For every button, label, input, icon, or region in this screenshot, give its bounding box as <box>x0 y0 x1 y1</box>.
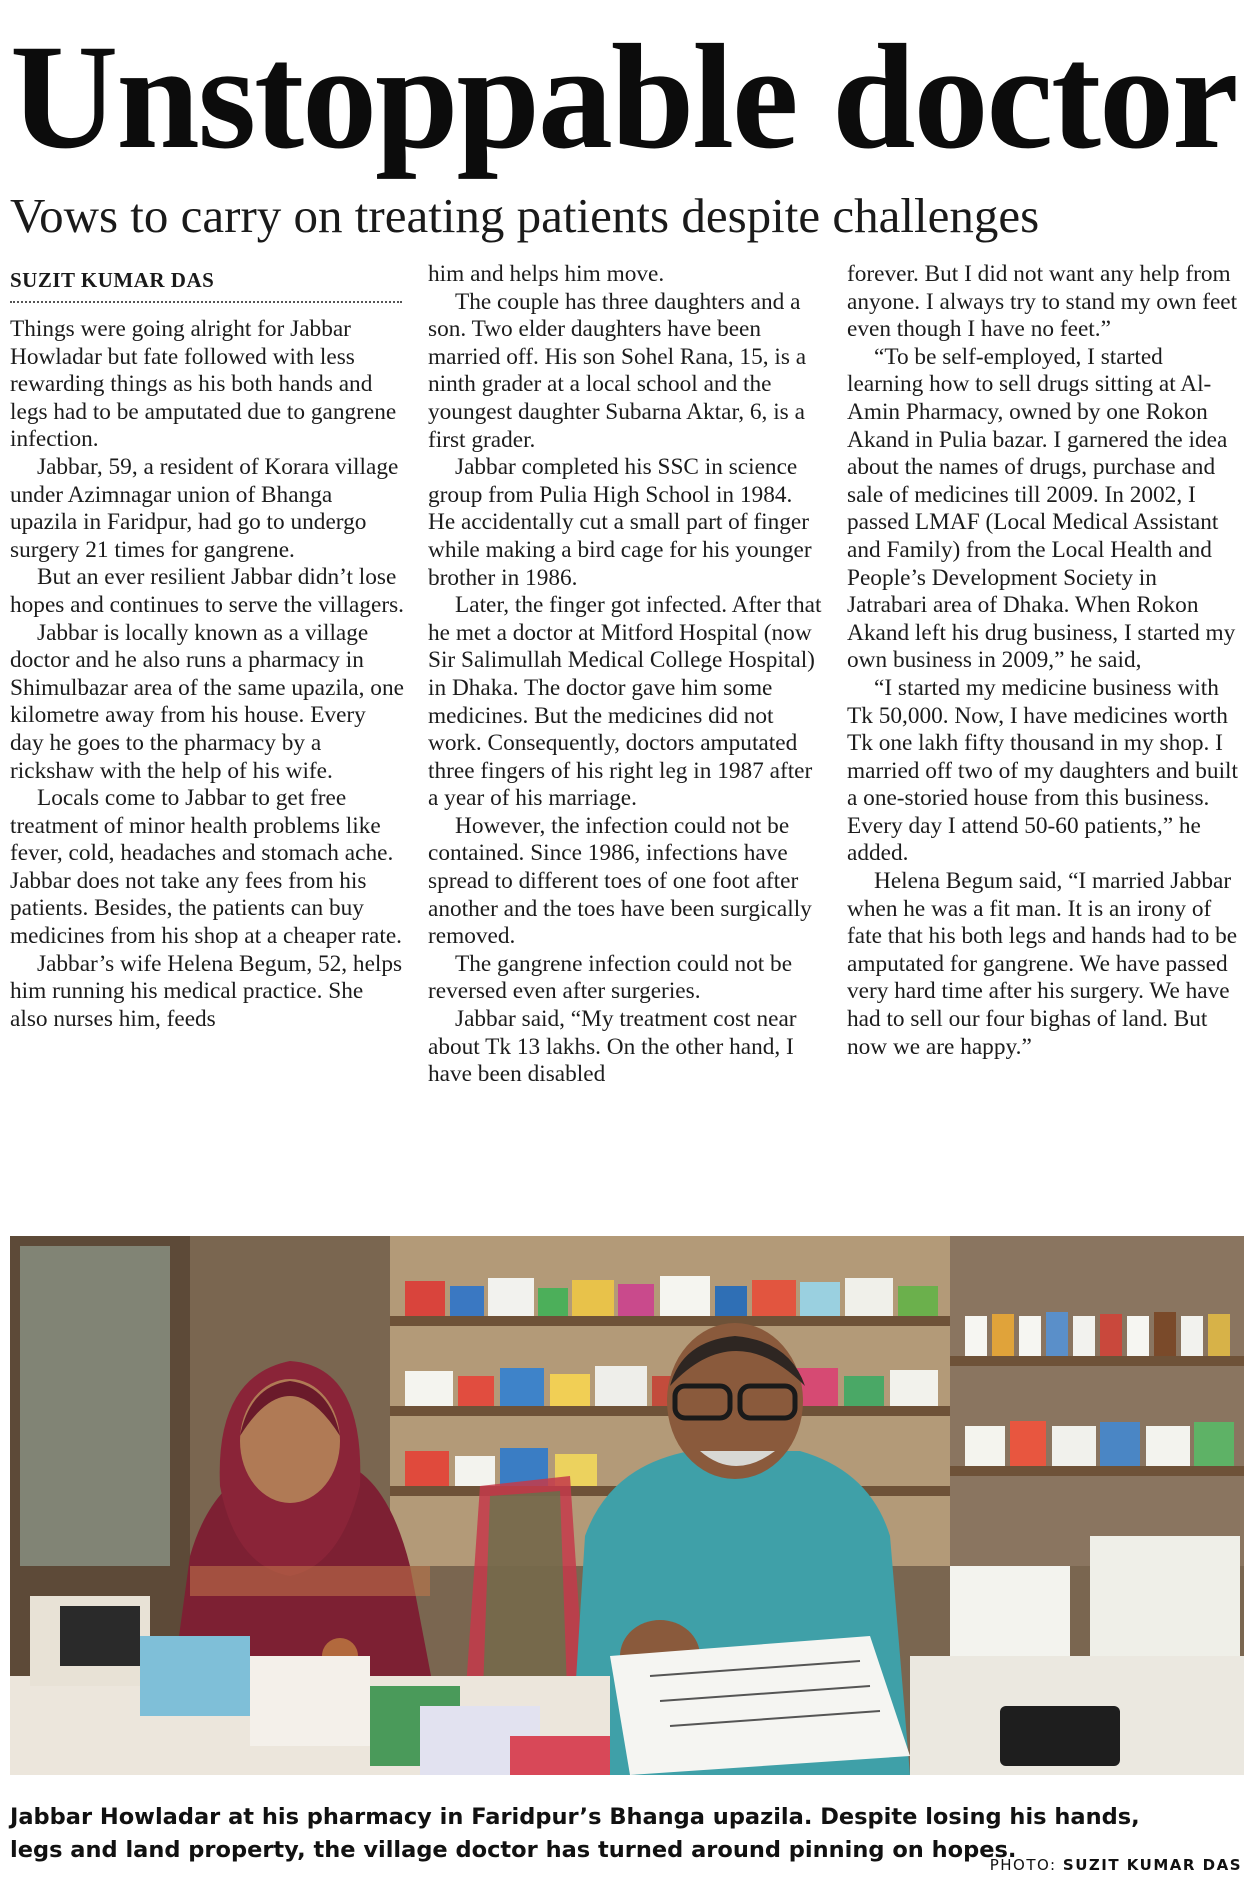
article-column-2 <box>428 261 822 1089</box>
subheadline: Vows to carry on treating patients despite challenges <box>10 188 1040 243</box>
photo-credit <box>990 1856 1242 1874</box>
paragraph: Jabbar completed his SSC in science group from Pulia High School in 1984. He accidentally cut a small part of finger while making a bird cage for his younger brother in 1986. <box>428 454 812 591</box>
byline-divider <box>10 301 402 303</box>
paragraph: But an ever resilient Jabbar didn’t lose hopes and continues to serve the villagers. <box>10 564 404 618</box>
paragraph: “I started my medicine business with Tk 50,000. Now, I have medicines worth Tk one lakh fifty thousand in my shop. I married off two of my daughters and built a one-storied house from this business. Every day I attend 50-60 patients,” he added. <box>847 674 1238 867</box>
paragraph: The gangrene infection could not be reversed even after surgeries. <box>428 950 793 1005</box>
paragraph: Things were going alright for Jabbar Howladar but fate followed with less rewarding things as his both hands and legs had to be amputated due to gangrene infection. <box>10 316 397 453</box>
paragraph: Jabbar’s wife Helena Begum, 52, helps him running his medical practice. She also nurses him, feeds <box>10 950 403 1032</box>
byline: SUZIT KUMAR DAS <box>10 268 215 292</box>
paragraph: him and helps him move. <box>428 261 665 287</box>
paragraph: Jabbar, 59, a resident of Korara village under Azimnagar union of Bhanga upazila in Faridpur, had go to undergo surgery 21 times for gangrene. <box>10 453 399 563</box>
paragraph: The couple has three daughters and a son. Two elder daughters have been married off. His son Sohel Rana, 15, is a ninth grader at a local school and the youngest daughter Subarna Aktar, 6, is a first grader. <box>428 288 807 453</box>
photo-credit-name: SUZIT KUMAR DAS <box>1062 1856 1242 1874</box>
article-column-3 <box>847 261 1241 1061</box>
paragraph: Helena Begum said, “I married Jabbar when he was a fit man. It is an irony of fate that his both legs and hands had to be amputated for gangrene. We have passed very hard time after his surgery. We have had to sell our four bighas of land. But now we are happy.” <box>847 868 1238 1060</box>
paragraph: However, the infection could not be contained. Since 1986, infections have spread to different toes of one foot after another and the toes have been surgically removed. <box>428 812 812 950</box>
pharmacy-photo <box>10 1236 1244 1775</box>
paragraph: Locals come to Jabbar to get free treatment of minor health problems like fever, cold, headaches and stomach ache. Jabbar does not take any fees from his patients. Besides, the patients can buy medicines from his shop at a cheaper rate. <box>10 785 403 950</box>
paragraph: “To be self-employed, I started learning how to sell drugs sitting at Al-Amin Pharmacy, owned by one Rokon Akand in Pulia bazar. I garnered the idea about the names of drugs, purchase and sale of medicines till 2009. In 2002, I passed LMAF (Local Medical Assistant and Family) from the Local Health and People’s Development Society in Jatrabari area of Dhaka. When Rokon Akand left his drug business, I started my own business in 2009,” he said, <box>847 343 1236 674</box>
paragraph: forever. But I did not want any help from anyone. I always try to stand my own feet even though I have no feet.” <box>847 261 1238 343</box>
headline: Unstoppable doctor <box>10 14 1237 180</box>
photo-caption: Jabbar Howladar at his pharmacy in Faridpur’s Bhanga upazila. Despite losing his hands, legs and land property, the village doctor has turned around pinning on hopes. <box>10 1804 1140 1863</box>
paragraph: Later, the finger got infected. After that he met a doctor at Mitford Hospital (now Sir Salimullah Medical College Hospital) in Dhaka. The doctor gave him some medicines. But the medicines did not work. Consequently, doctors amputated three fingers of his right leg in 1987 after a year of his marriage. <box>428 592 822 812</box>
photo-credit-label: PHOTO: <box>989 1856 1057 1874</box>
paragraph: Jabbar is locally known as a village doctor and he also runs a pharmacy in Shimulbazar area of the same upazila, one kilometre away from his house. Every day he goes to the pharmacy by a rickshaw with the help of his wife. <box>10 619 404 784</box>
article-column-1 <box>10 316 404 1033</box>
paragraph: Jabbar said, “My treatment cost near about Tk 13 lakhs. On the other hand, I have been disabled <box>428 1006 797 1088</box>
